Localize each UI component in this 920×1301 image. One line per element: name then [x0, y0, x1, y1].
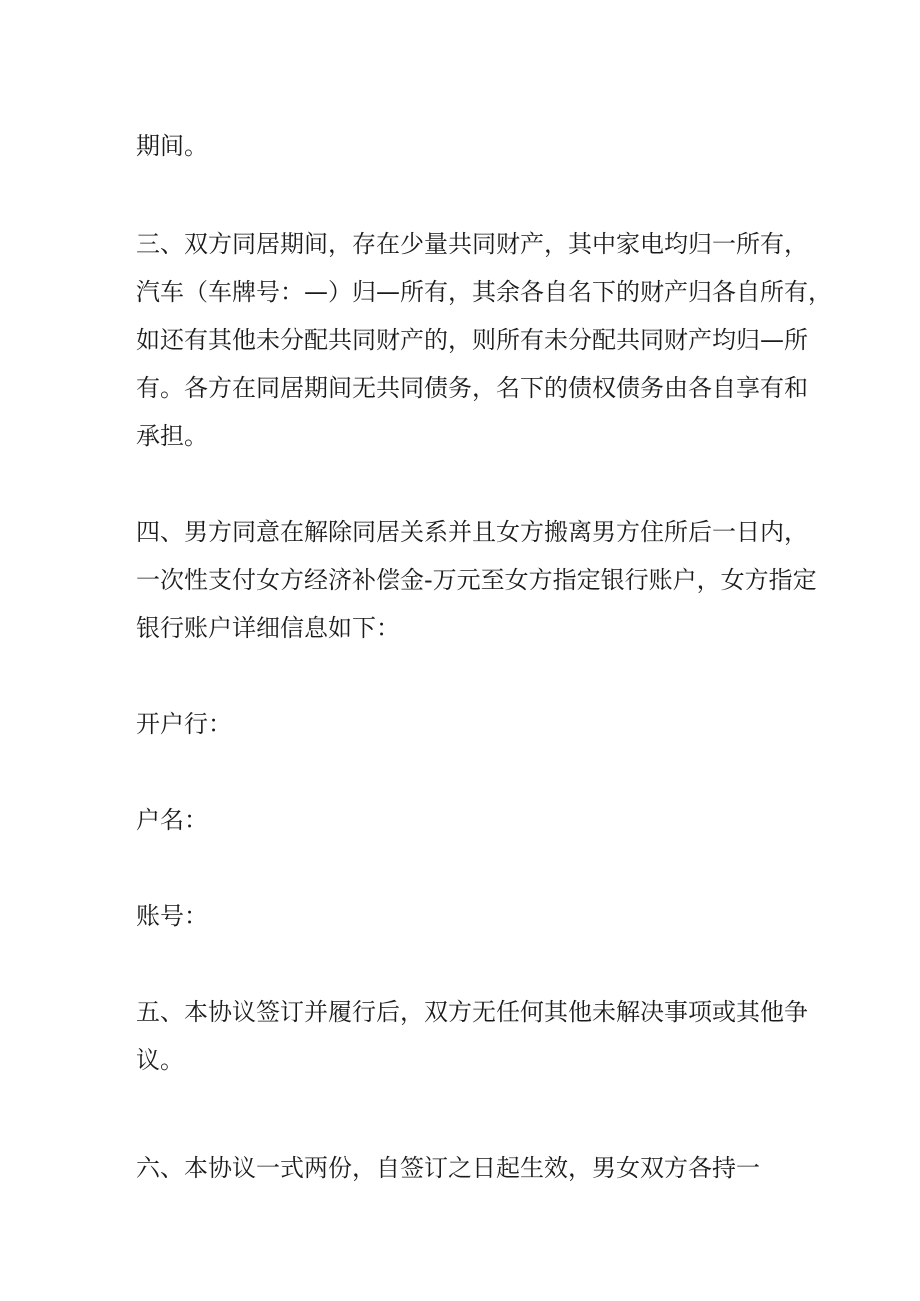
account-number-label: 账号：	[136, 902, 208, 930]
clause-three-line: 三、双方同居期间，存在少量共同财产，其中家电均归一所有，	[136, 230, 808, 258]
clause-four-line: 一次性支付女方经济补偿金-万元至女方指定银行账户，女方指定	[136, 566, 817, 594]
clause-three-line: 有。各方在同居期间无共同债务，名下的债权债务由各自享有和	[136, 374, 808, 402]
clause-five-line: 五、本协议签订并履行后，双方无任何其他未解决事项或其他争	[136, 998, 808, 1026]
clause-five-line: 议。	[136, 1046, 184, 1074]
clause-six-line: 六、本协议一式两份，自签订之日起生效，男女双方各持一	[136, 1154, 760, 1182]
account-name-label: 户名：	[136, 806, 208, 834]
paragraph-continuation: 期间。	[136, 132, 208, 160]
clause-three-line: 承担。	[136, 422, 208, 450]
bank-name-label: 开户行：	[136, 710, 232, 738]
clause-four-line: 四、男方同意在解除同居关系并且女方搬离男方住所后一日内，	[136, 518, 808, 546]
clause-four-line: 银行账户详细信息如下：	[136, 614, 400, 642]
clause-three-line: 如还有其他未分配共同财产的，则所有未分配共同财产均归—所	[136, 326, 808, 354]
clause-three-line: 汽车（车牌号：—）归—所有，其余各自名下的财产归各自所有，	[136, 278, 832, 306]
